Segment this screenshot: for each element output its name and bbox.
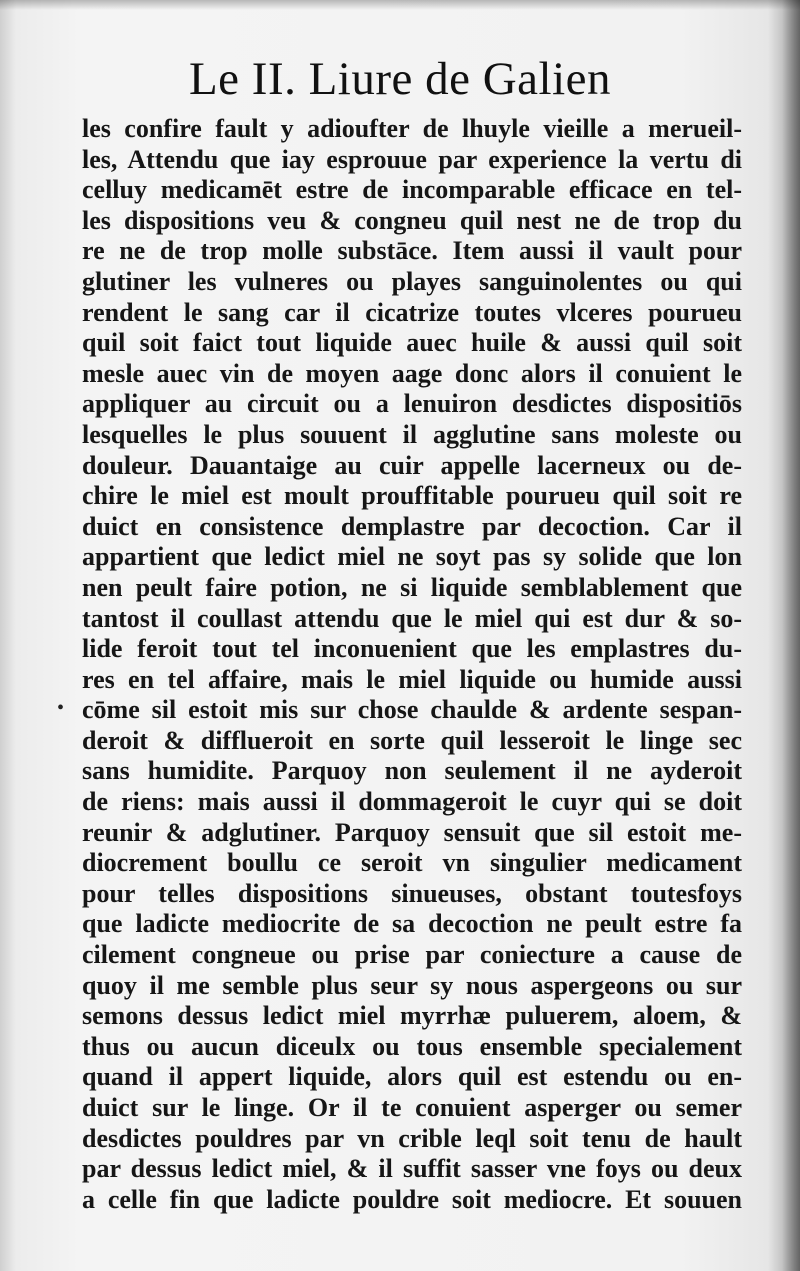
text-line: quoy il me semble plus seur sy nous aspergeons ou sur: [82, 970, 742, 1000]
text-line: sans humidite. Parquoy non seulement il ne ayderoit: [82, 756, 742, 786]
text-line: les dispositions veu & congneu quil nest ne de trop du: [82, 205, 742, 235]
text-line: a celle fin que ladicte pouldre soit mediocre. Et souuen: [82, 1184, 742, 1214]
text-line: thus ou aucun diceulx ou tous ensemble specialement: [82, 1031, 742, 1061]
text-line: appliquer au circuit ou a lenuiron desdictes dispositiōs: [82, 389, 742, 419]
text-line: tantost il coullast attendu que le miel qui est dur & so-: [82, 603, 742, 633]
text-line: cilement congneue ou prise par coniecture a cause de: [82, 940, 742, 970]
text-line: pour telles dispositions sinueuses, obstant toutesfoys: [82, 878, 742, 908]
text-line: celluy medicamēt estre de incomparable efficace en tel-: [82, 175, 742, 205]
page-edge-shadow: [782, 0, 800, 1271]
text-line: res en tel affaire, mais le miel liquide ou humide aussi: [82, 664, 742, 694]
text-line: mesle auec vin de moyen aage donc alors il conuient le: [82, 358, 742, 388]
running-title: Le II. Liure de Galien: [188, 53, 612, 105]
text-line: douleur. Dauantaige au cuir appelle lacerneux ou de-: [82, 450, 742, 480]
text-line: rendent le sang car il cicatrize toutes vlceres pourueu: [82, 297, 742, 327]
margin-mark: •: [57, 697, 65, 719]
text-line: lide feroit tout tel inconuenient que les emplastres du-: [82, 634, 742, 664]
text-line: nen peult faire potion, ne si liquide semblablement que: [82, 572, 742, 602]
text-line: duict sur le linge. Or il te conuient asperger ou semer: [82, 1093, 742, 1122]
text-line: desdictes pouldres par vn crible leql soit tenu de hault: [82, 1123, 742, 1153]
text-line: appartient que ledict miel ne soyt pas sy solide que lon: [82, 542, 742, 572]
text-line: reunir & adglutiner. Parquoy sensuit que sil estoit me-: [82, 817, 742, 847]
text-line: les confire fault y adioufter de lhuyle vieille a merueil-: [82, 114, 742, 143]
text-line: duict en consistence demplastre par decoction. Car il: [82, 511, 742, 541]
text-line: semons dessus ledict miel myrrhæ puluerem, aloem, &: [82, 1001, 742, 1031]
body-text: [82, 114, 742, 1215]
text-line: re ne de trop molle substāce. Item aussi il vault pour: [82, 236, 742, 266]
text-line: cōme sil estoit mis sur chose chaulde & ardente sespan-: [82, 695, 742, 725]
text-line: diocrement boullu ce seroit vn singulier medicament: [82, 848, 742, 878]
text-line: deroit & difflueroit en sorte quil lesseroit le linge sec: [82, 725, 742, 755]
text-line: quand il appert liquide, alors quil est estendu ou en-: [82, 1062, 742, 1092]
text-line: glutiner les vulneres ou playes sanguinolentes ou qui: [82, 266, 742, 296]
text-line: que ladicte mediocrite de sa decoction ne peult estre fa: [82, 909, 742, 939]
page-header: [0, 52, 800, 106]
text-line: chire le miel est moult prouffitable pourueu quil soit re: [82, 481, 742, 511]
text-line: par dessus ledict miel, & il suffit sasser vne foys ou deux: [82, 1154, 742, 1184]
text-line: les, Attendu que iay esprouue par experience la vertu di: [82, 144, 742, 174]
text-line: quil soit faict tout liquide auec huile & aussi quil soit: [82, 328, 742, 358]
top-shadow: [0, 0, 800, 10]
text-line: lesquelles le plus souuent il agglutine sans moleste ou: [82, 419, 742, 449]
text-line: de riens: mais aussi il dommageroit le cuyr qui se doit: [82, 787, 742, 817]
